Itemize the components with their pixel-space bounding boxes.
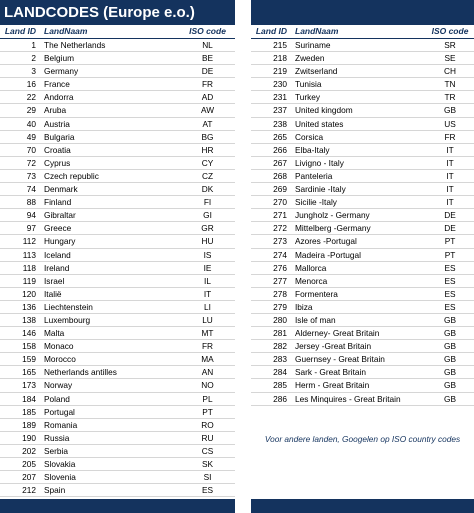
iso-code-cell: IS [203, 249, 212, 260]
iso-code-cell: IT [446, 197, 454, 208]
iso-code-cell: IE [203, 262, 212, 273]
right-footer-bar [251, 499, 474, 513]
iso-code-cell: CS [201, 445, 214, 456]
land-id-cell: 270 [273, 197, 287, 208]
table-row [251, 209, 474, 222]
land-naam-cell: Slovenia [44, 472, 76, 483]
iso-code-cell: SI [203, 472, 212, 483]
table-row [251, 131, 474, 144]
land-naam-cell: Serbia [44, 445, 68, 456]
table-row [0, 78, 235, 91]
table-row [0, 419, 235, 432]
land-id-cell: 271 [273, 210, 287, 221]
table-row [0, 170, 235, 183]
land-id-cell: 215 [273, 40, 287, 50]
iso-code-cell: PT [444, 236, 456, 247]
land-naam-cell: Sark - Great Britain [295, 367, 367, 378]
iso-code-cell: GB [444, 341, 456, 352]
land-id-cell: 165 [22, 367, 36, 378]
table-row [0, 471, 235, 484]
iso-code-cell: GB [444, 354, 456, 365]
land-id-cell: 265 [273, 131, 287, 142]
land-id-cell: 118 [22, 262, 36, 273]
land-id-cell: 112 [22, 236, 36, 247]
iso-code-cell: PT [444, 249, 456, 260]
table-row [251, 314, 474, 327]
land-naam-cell: Malta [44, 328, 65, 339]
land-naam-cell: Livigno - Italy [295, 157, 344, 168]
table-row [251, 379, 474, 392]
land-id-cell: 281 [273, 328, 287, 339]
land-id-cell: 184 [22, 393, 36, 404]
iso-code-cell: AN [201, 367, 214, 378]
iso-code-cell: ES [444, 288, 456, 299]
land-id-cell: 73 [26, 170, 36, 181]
land-id-cell: 205 [22, 459, 36, 469]
iso-code-cell: FR [444, 131, 456, 142]
land-naam-cell: Mittelberg -Germany [295, 223, 371, 234]
land-id-cell: 276 [273, 262, 287, 273]
land-naam-cell: Tunisia [295, 79, 322, 90]
table-row [0, 235, 235, 248]
land-id-cell: 158 [22, 341, 36, 352]
land-id-cell: 269 [273, 184, 287, 195]
iso-code-cell: GB [444, 105, 456, 116]
header-land-naam: LandNaam [44, 26, 88, 36]
iso-code-cell: TR [444, 92, 456, 103]
table-row [0, 222, 235, 235]
table-row [0, 183, 235, 196]
land-naam-cell: Romania [44, 419, 78, 430]
land-naam-cell: Panteleria [295, 170, 333, 181]
table-row [251, 183, 474, 196]
right-title-bar [251, 0, 474, 25]
table-row [0, 39, 235, 52]
iso-code-cell: HR [201, 144, 214, 155]
land-naam-cell: Les Minquires - Great Britain [295, 393, 401, 404]
land-naam-cell: Italië [44, 288, 62, 299]
table-row [0, 118, 235, 131]
table-row [0, 144, 235, 157]
land-naam-cell: Morocco [44, 354, 76, 365]
table-row [251, 91, 474, 104]
land-naam-cell: Greece [44, 223, 72, 234]
table-row [251, 235, 474, 248]
land-naam-cell: Slovakia [44, 459, 76, 469]
land-id-cell: 283 [273, 354, 287, 365]
land-id-cell: 3 [31, 66, 36, 77]
land-id-cell: 280 [273, 314, 287, 325]
iso-code-cell: GR [201, 223, 214, 234]
land-naam-cell: France [44, 79, 70, 90]
left-table-panel [0, 0, 235, 513]
table-row [251, 327, 474, 340]
land-naam-cell: United kingdom [295, 105, 353, 116]
table-row [251, 144, 474, 157]
land-naam-cell: Sicilie -Italy [295, 197, 337, 208]
table-row [251, 39, 474, 52]
land-naam-cell: Elba-Italy [295, 144, 330, 155]
iso-code-cell: AW [200, 105, 215, 116]
table-row [251, 262, 474, 275]
land-naam-cell: Monaco [44, 341, 74, 352]
iso-code-cell: MT [201, 328, 214, 339]
iso-code-cell: IL [204, 275, 211, 286]
land-naam-cell: Iceland [44, 249, 71, 260]
land-naam-cell: Sardinie -Italy [295, 184, 346, 195]
iso-code-cell: NO [201, 380, 214, 391]
land-naam-cell: Germany [44, 66, 79, 77]
iso-code-cell: DE [444, 210, 456, 221]
land-id-cell: 1 [31, 40, 36, 50]
iso-code-cell: IT [446, 170, 454, 181]
land-id-cell: 274 [273, 249, 287, 260]
table-row [0, 104, 235, 117]
iso-code-cell: AT [202, 118, 213, 129]
iso-code-cell: GB [444, 367, 456, 378]
iso-code-cell: LI [204, 301, 211, 312]
land-naam-cell: Jungholz - Germany [295, 210, 370, 221]
land-naam-cell: Mallorca [295, 262, 327, 273]
table-row [0, 209, 235, 222]
table-row [0, 353, 235, 366]
header-land-id: Land ID [255, 26, 287, 36]
land-naam-cell: Belgium [44, 53, 74, 64]
table-row [251, 366, 474, 379]
land-naam-cell: Hungary [44, 236, 76, 247]
land-id-cell: 231 [273, 92, 287, 103]
land-id-cell: 146 [22, 328, 36, 339]
land-id-cell: 282 [273, 341, 287, 352]
table-row [0, 327, 235, 340]
land-naam-cell: Azores -Portugal [295, 236, 357, 247]
land-naam-cell: Bulgaria [44, 131, 75, 142]
iso-code-cell: IT [203, 288, 212, 299]
land-id-cell: 173 [22, 380, 36, 391]
table-row [251, 340, 474, 353]
land-id-cell: 267 [273, 157, 287, 168]
iso-code-cell: HU [201, 236, 214, 247]
land-id-cell: 190 [22, 432, 36, 443]
table-row [0, 301, 235, 314]
land-id-cell: 120 [22, 288, 36, 299]
land-naam-cell: Austria [44, 118, 70, 129]
land-id-cell: 2 [31, 53, 36, 64]
land-naam-cell: Madeira -Portugal [295, 249, 361, 260]
land-id-cell: 22 [26, 92, 36, 103]
land-id-cell: 286 [273, 393, 287, 404]
land-id-cell: 94 [26, 210, 36, 221]
iso-code-cell: AD [201, 92, 214, 103]
header-land-naam: LandNaam [295, 26, 339, 36]
iso-code-cell: SR [444, 40, 456, 50]
table-row [0, 65, 235, 78]
land-id-cell: 272 [273, 223, 287, 234]
table-row [0, 275, 235, 288]
table-row [251, 393, 474, 406]
footnote: Voor andere landen, Googelen op ISO country codes [264, 434, 461, 444]
iso-code-cell: GB [444, 314, 456, 325]
iso-code-cell: DE [444, 223, 456, 234]
iso-code-cell: FR [201, 79, 214, 90]
table-row [0, 314, 235, 327]
land-id-cell: 266 [273, 144, 287, 155]
land-naam-cell: The Netherlands [44, 40, 106, 50]
table-row [0, 157, 235, 170]
land-id-cell: 237 [273, 105, 287, 116]
table-row [0, 91, 235, 104]
land-id-cell: 268 [273, 170, 287, 181]
right-rows [251, 39, 474, 406]
header-land-id: Land ID [4, 26, 36, 36]
land-naam-cell: United states [295, 118, 344, 129]
land-id-cell: 218 [273, 53, 287, 64]
land-naam-cell: Corsica [295, 131, 324, 142]
header-iso-code: ISO code [431, 26, 469, 36]
land-id-cell: 273 [273, 236, 287, 247]
land-id-cell: 185 [22, 406, 36, 417]
land-id-cell: 70 [26, 144, 36, 155]
land-id-cell: 238 [273, 118, 287, 129]
iso-code-cell: RU [201, 432, 214, 443]
iso-code-cell: US [444, 118, 456, 129]
table-row [251, 157, 474, 170]
table-row [0, 131, 235, 144]
iso-code-cell: ES [444, 275, 456, 286]
land-naam-cell: Zweden [295, 53, 325, 64]
land-id-cell: 212 [22, 485, 36, 496]
table-row [0, 484, 235, 497]
land-naam-cell: Denmark [44, 184, 78, 195]
land-naam-cell: Suriname [295, 40, 331, 50]
land-naam-cell: Guernsey - Great Britain [295, 354, 385, 365]
table-row [251, 249, 474, 262]
land-naam-cell: Aruba [44, 105, 67, 116]
iso-code-cell: ES [201, 485, 214, 496]
land-id-cell: 279 [273, 301, 287, 312]
table-row [251, 104, 474, 117]
table-row [0, 288, 235, 301]
land-id-cell: 189 [22, 419, 36, 430]
land-naam-cell: Poland [44, 393, 70, 404]
table-row [0, 340, 235, 353]
land-id-cell: 284 [273, 367, 287, 378]
iso-code-cell: IT [446, 157, 454, 168]
iso-code-cell: ES [444, 301, 456, 312]
land-id-cell: 278 [273, 288, 287, 299]
left-footer-bar [0, 499, 235, 513]
right-table-panel [251, 0, 474, 513]
land-naam-cell: Portugal [44, 406, 75, 417]
iso-code-cell: GI [203, 210, 212, 221]
table-row [0, 393, 235, 406]
land-naam-cell: Finland [44, 197, 72, 208]
land-naam-cell: Israel [44, 275, 65, 286]
land-id-cell: 72 [26, 157, 36, 168]
table-row [251, 222, 474, 235]
iso-code-cell: BE [201, 53, 214, 64]
land-naam-cell: Netherlands antilles [44, 367, 117, 378]
land-naam-cell: Formentera [295, 288, 338, 299]
table-row [0, 52, 235, 65]
land-naam-cell: Cyprus [44, 157, 71, 168]
iso-code-cell: CY [201, 157, 214, 168]
land-naam-cell: Zwitserland [295, 66, 338, 77]
table-row [251, 301, 474, 314]
land-id-cell: 277 [273, 275, 287, 286]
land-id-cell: 285 [273, 380, 287, 391]
land-id-cell: 230 [273, 79, 287, 90]
land-id-cell: 159 [22, 354, 36, 365]
table-row [0, 196, 235, 209]
iso-code-cell: PL [202, 393, 213, 404]
land-naam-cell: Russia [44, 432, 70, 443]
table-row [0, 406, 235, 419]
left-header-row [0, 25, 235, 39]
land-naam-cell: Herm - Great Britain [295, 380, 370, 391]
iso-code-cell: LU [202, 314, 213, 325]
land-naam-cell: Spain [44, 485, 66, 496]
table-row [251, 288, 474, 301]
land-naam-cell: Andorra [44, 92, 74, 103]
land-naam-cell: Menorca [295, 275, 328, 286]
land-id-cell: 49 [26, 131, 36, 142]
iso-code-cell: RO [201, 419, 214, 430]
land-naam-cell: Jersey -Great Britain [295, 341, 372, 352]
table-row [251, 118, 474, 131]
iso-code-cell: MA [201, 354, 214, 365]
land-naam-cell: Luxembourg [44, 314, 91, 325]
land-id-cell: 88 [26, 197, 36, 208]
table-row [0, 432, 235, 445]
table-row [0, 366, 235, 379]
iso-code-cell: GB [444, 380, 456, 391]
land-id-cell: 207 [22, 472, 36, 483]
land-id-cell: 138 [22, 314, 36, 325]
land-id-cell: 202 [22, 445, 36, 456]
iso-code-cell: DE [201, 66, 214, 77]
table-row [0, 445, 235, 458]
table-row [0, 249, 235, 262]
table-row [251, 170, 474, 183]
left-rows [0, 39, 235, 497]
iso-code-cell: PT [202, 406, 213, 417]
table-row [251, 353, 474, 366]
land-naam-cell: Ireland [44, 262, 70, 273]
table-row [251, 65, 474, 78]
land-id-cell: 74 [26, 184, 36, 195]
land-id-cell: 40 [26, 118, 36, 129]
iso-code-cell: GB [444, 328, 456, 339]
iso-code-cell: DK [201, 184, 214, 195]
table-row [0, 262, 235, 275]
iso-code-cell: FI [203, 197, 212, 208]
iso-code-cell: BG [201, 131, 214, 142]
land-naam-cell: Turkey [295, 92, 321, 103]
table-row [251, 196, 474, 209]
iso-code-cell: SE [444, 53, 456, 64]
land-id-cell: 136 [22, 301, 36, 312]
header-iso-code: ISO code [189, 26, 226, 36]
land-id-cell: 113 [22, 249, 36, 260]
iso-code-cell: SK [201, 459, 214, 469]
right-header-row [251, 25, 474, 39]
page-title: LANDCODES (Europe e.o.) [0, 0, 235, 25]
land-id-cell: 29 [26, 105, 36, 116]
land-naam-cell: Croatia [44, 144, 71, 155]
table-row [251, 275, 474, 288]
iso-code-cell: GB [444, 393, 456, 404]
land-naam-cell: Norway [44, 380, 73, 391]
iso-code-cell: ES [444, 262, 456, 273]
table-row [0, 379, 235, 392]
table-row [0, 458, 235, 471]
land-id-cell: 219 [273, 66, 287, 77]
land-naam-cell: Isle of man [295, 314, 336, 325]
iso-code-cell: IT [446, 144, 454, 155]
iso-code-cell: CH [444, 66, 456, 77]
iso-code-cell: IT [446, 184, 454, 195]
iso-code-cell: TN [444, 79, 456, 90]
land-naam-cell: Czech republic [44, 170, 99, 181]
iso-code-cell: CZ [201, 170, 214, 181]
land-naam-cell: Liechtenstein [44, 301, 93, 312]
land-id-cell: 97 [26, 223, 36, 234]
iso-code-cell: FR [201, 341, 214, 352]
land-naam-cell: Ibiza [295, 301, 313, 312]
land-id-cell: 16 [26, 79, 36, 90]
land-naam-cell: Alderney- Great Britain [295, 328, 380, 339]
iso-code-cell: NL [202, 40, 213, 50]
land-naam-cell: Gibraltar [44, 210, 76, 221]
table-row [251, 52, 474, 65]
table-row [251, 78, 474, 91]
land-id-cell: 119 [22, 275, 36, 286]
